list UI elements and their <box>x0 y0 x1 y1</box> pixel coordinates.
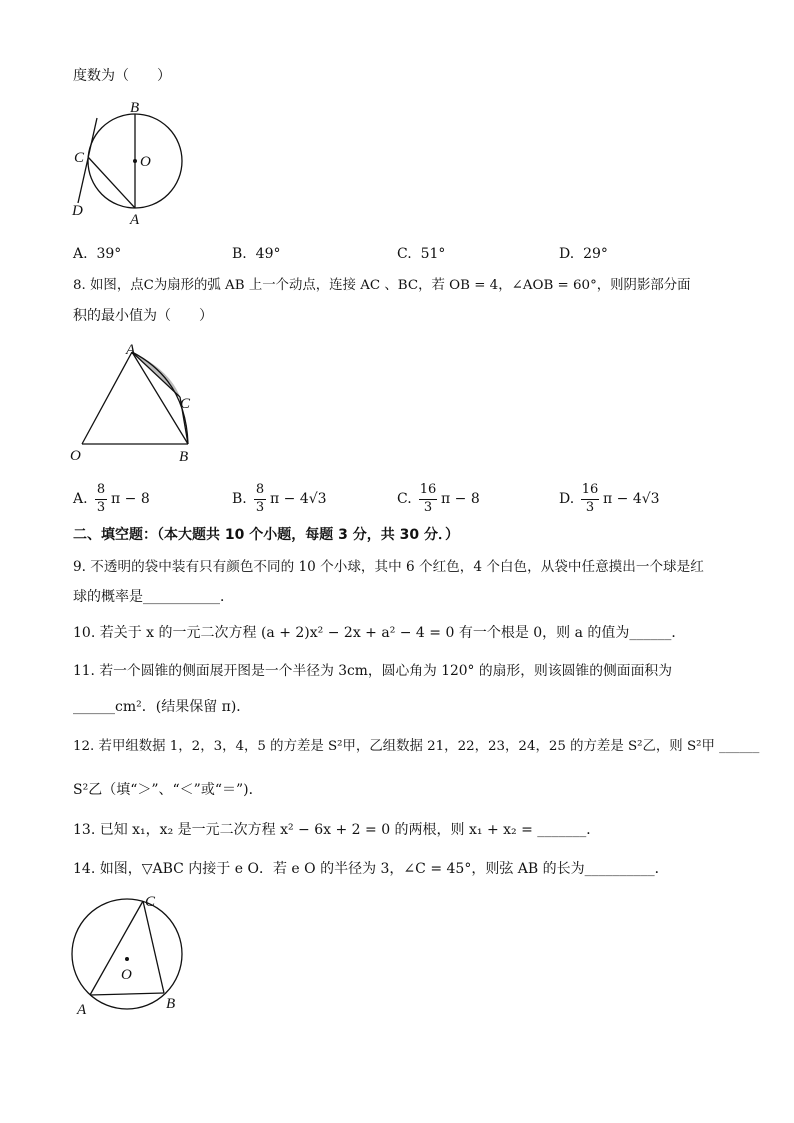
q7-label-o: O <box>140 154 151 170</box>
q7-label-b: B <box>130 100 140 116</box>
q8-label-b: B <box>179 449 189 465</box>
q7-stem-tail: 度数为（ ） <box>73 68 171 84</box>
q14-text: 14. 如图，▽ABC 内接于 e O．若 e O 的半径为 3，∠C = 45°，则弦 AB 的长为__________． <box>73 861 669 877</box>
q8-line-2: 积的最小值为（ ） <box>73 308 213 324</box>
q9-line-2: 球的概率是___________． <box>73 589 234 605</box>
q7-option-a[interactable]: A. 39° <box>73 246 122 262</box>
q12-line-1: 12. 若甲组数据 1，2，3，4，5 的方差是 S²甲，乙组数据 21，22，23，24，25 的方差是 S²乙，则 S²甲 ______ <box>73 739 760 754</box>
q8-label-o: O <box>70 448 81 464</box>
q11-line-2: ______cm²．(结果保留 π)． <box>73 699 251 715</box>
q7-circle-figure <box>66 100 191 226</box>
q7-option-c[interactable]: C. 51° <box>397 246 446 262</box>
q10-text: 10. 若关于 x 的一元二次方程 (a + 2)x² − 2x + a² − 4 = 0 有一个根是 0，则 a 的值为______． <box>73 625 686 641</box>
q8-line-1: 8. 如图，点C为扇形的弧 AB 上一个动点，连接 AC 、BC，若 OB = 4，∠AOB = 60°，则阴影部分面 <box>73 278 691 293</box>
q9-line-1: 9. 不透明的袋中装有只有颜色不同的 10 个小球，其中 6 个红色，4 个白色，从袋中任意摸出一个球是红 <box>73 559 704 575</box>
q14-label-c: C <box>145 894 156 910</box>
q7-option-b[interactable]: B. 49° <box>232 246 281 262</box>
q11-line-1: 11. 若一个圆锥的侧面展开图是一个半径为 3cm，圆心角为 120° 的扇形，则该圆锥的侧面面积为 <box>73 663 672 679</box>
q8-label-a: A <box>126 342 136 358</box>
q14-label-a: A <box>77 1002 87 1018</box>
q7-option-d[interactable]: D. 29° <box>559 246 608 262</box>
q14-label-b: B <box>166 996 176 1012</box>
q7-label-a: A <box>130 212 140 226</box>
q14-circle-figure <box>66 890 196 1020</box>
q7-label-c: C <box>74 150 85 166</box>
q14-label-o: O <box>121 967 132 983</box>
q8-sector-figure <box>66 340 206 468</box>
q7-label-d: D <box>72 203 83 219</box>
section-2-title: 二、填空题：（本大题共 10 个小题，每题 3 分，共 30 分．） <box>73 527 459 543</box>
q13-text: 13. 已知 x₁，x₂ 是一元二次方程 x² − 6x + 2 = 0 的两根，则 x₁ + x₂ = _______． <box>73 822 601 838</box>
q8-label-c: C <box>180 396 191 412</box>
q12-line-2: S²乙（填“＞”、“＜”或“＝”)． <box>73 782 263 798</box>
